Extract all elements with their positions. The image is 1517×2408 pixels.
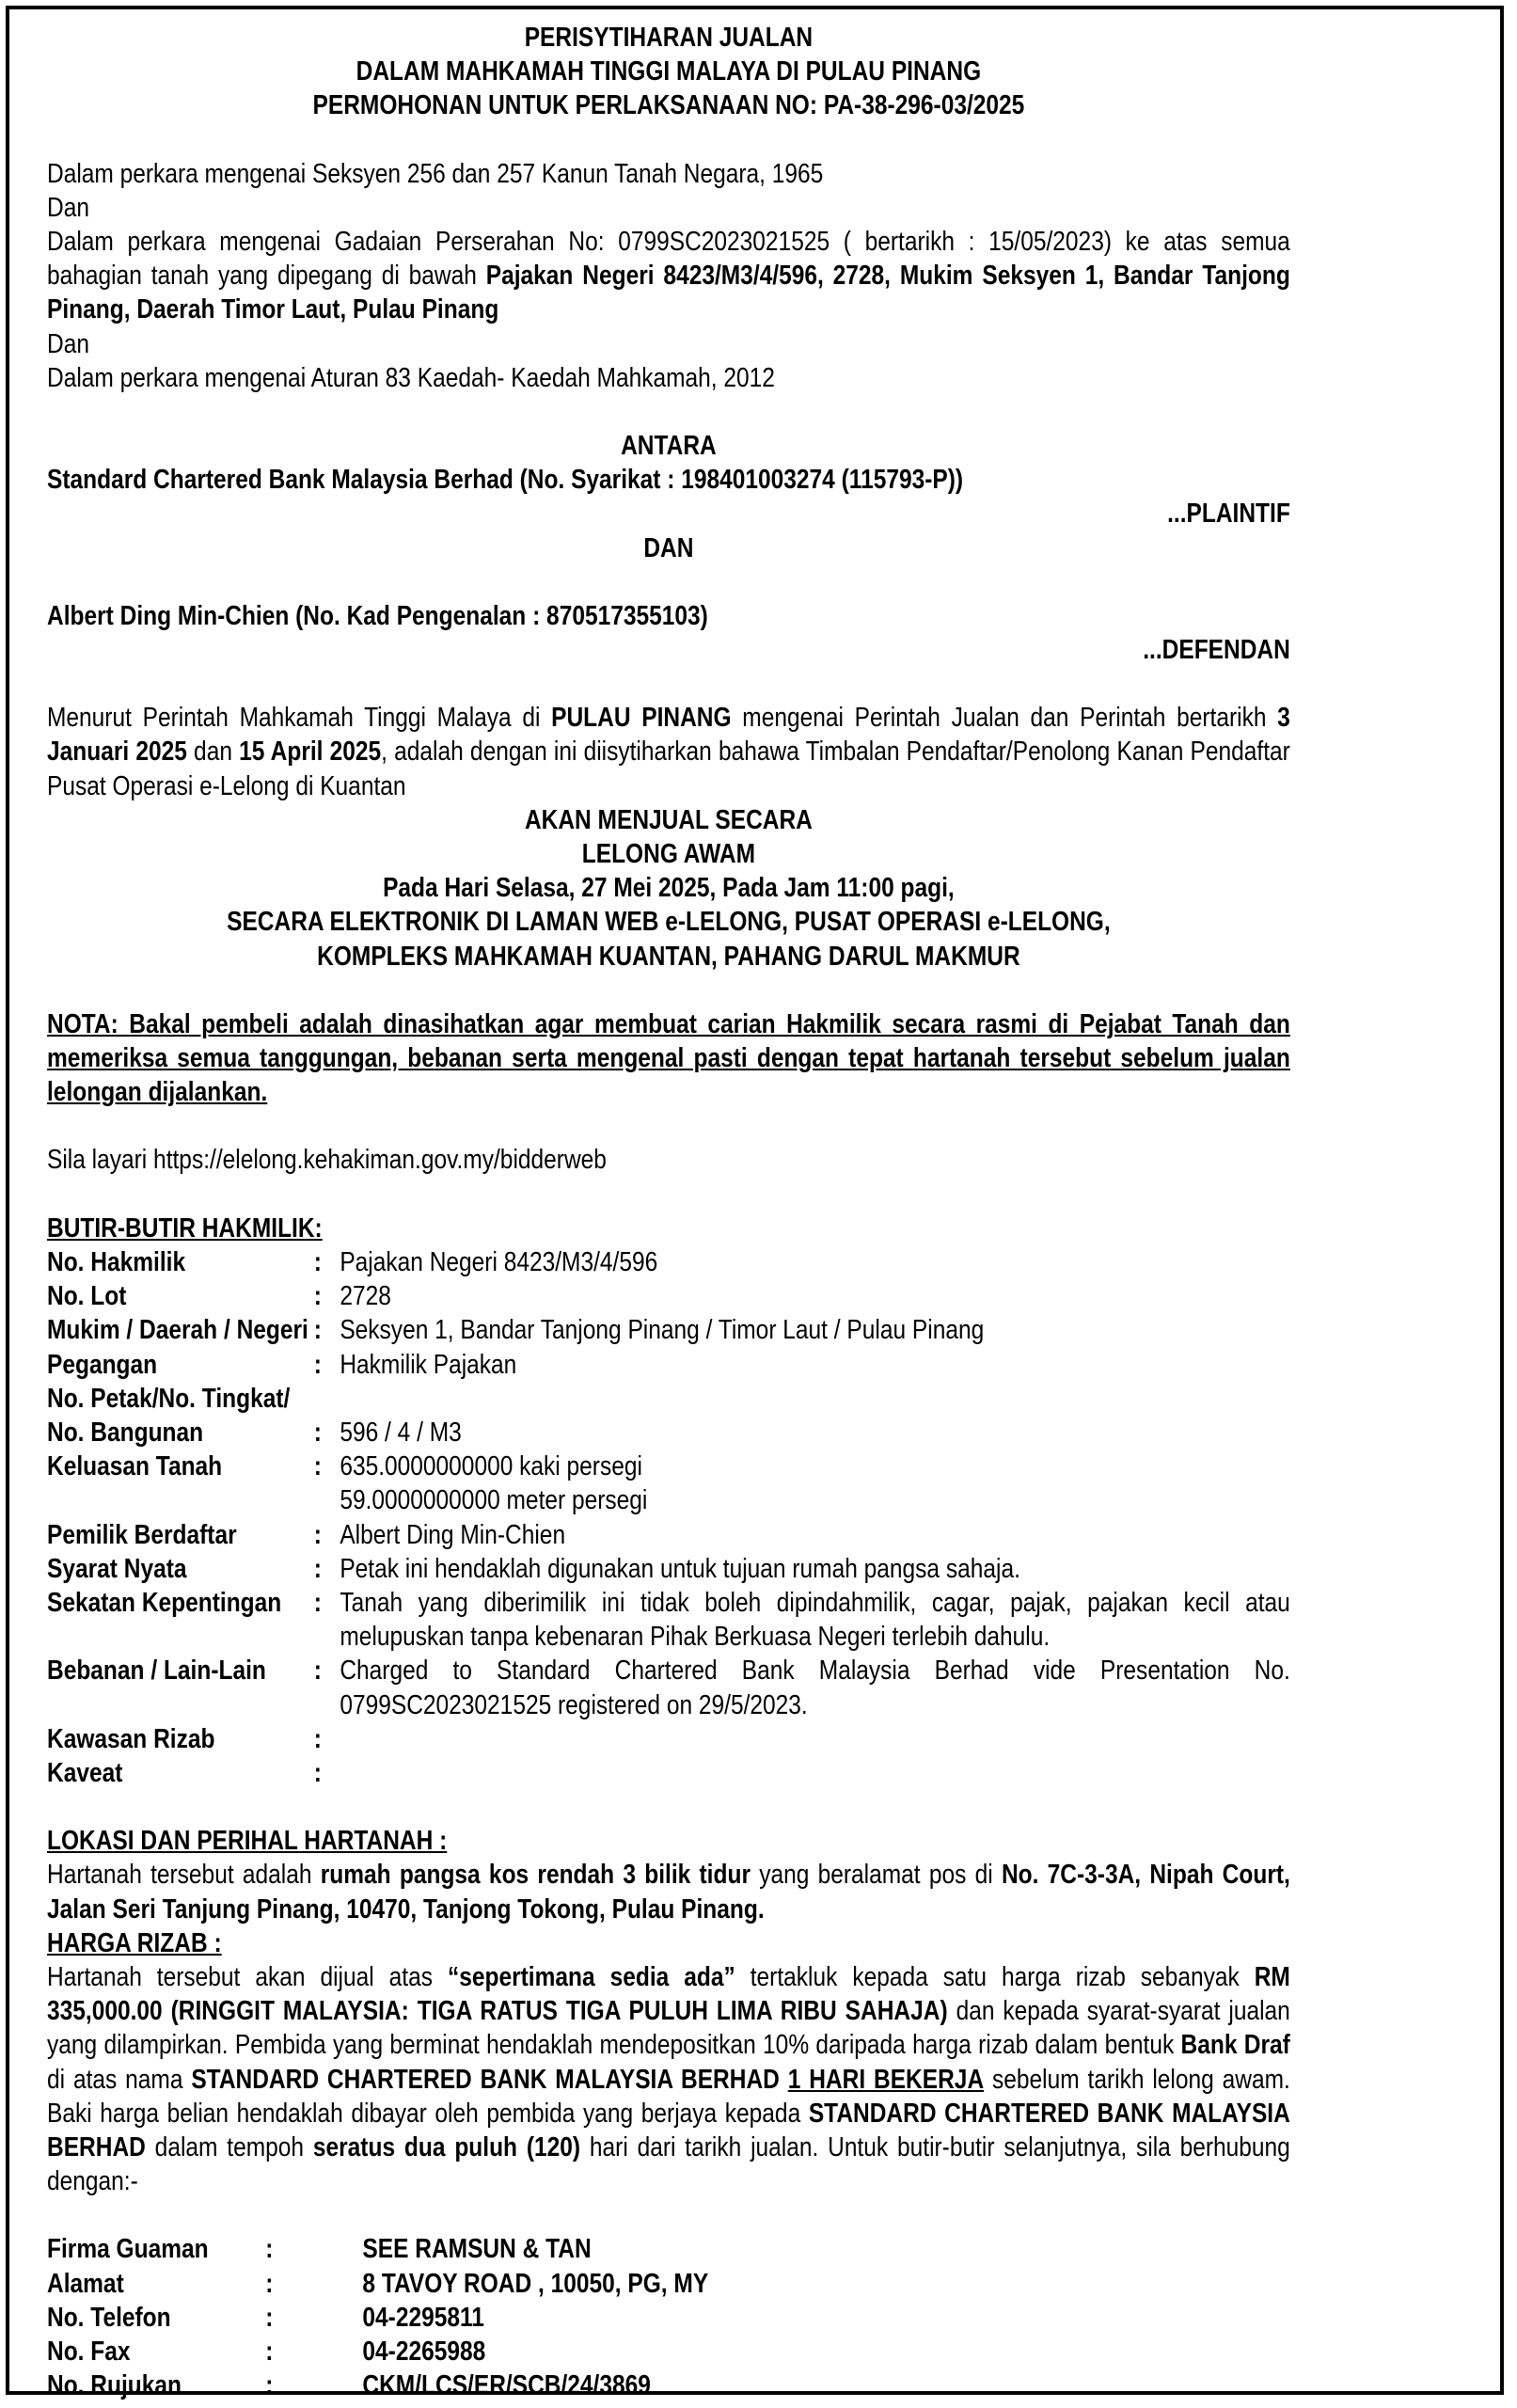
title-details-heading: BUTIR-BUTIR HAKMILIK:: [47, 1212, 323, 1244]
reserve-text-3: dan kepada syarat-syarat jualan yang dilampirkan. Pembida yang berminat hendaklah mendepositkan 10% daripada harga rizab dalam bentuk: [47, 1996, 1290, 2061]
title-detail-label: Keluasan Tanah: [47, 1451, 223, 1482]
notice-page: [6, 6, 1504, 2401]
order-state: PULAU PINANG: [551, 703, 732, 734]
title-detail-colon: :: [313, 1656, 322, 1687]
title-detail-row: [47, 1416, 1290, 1450]
firm-detail-row: [47, 2267, 708, 2301]
title-detail-value: 596 / 4 / M3: [340, 1417, 462, 1448]
reserve-days: seratus dua puluh (120): [312, 2131, 581, 2162]
reserve-text-6: sebelum tarikh lelong awam. Baki harga belian hendaklah dibayar oleh pembida yang berjaya kepada: [47, 2064, 1290, 2129]
firm-detail-value: SEE RAMSUN & TAN: [362, 2234, 592, 2265]
property-address: No. 7C-3-3A, Nipah Court, Jalan Seri Tanjung Pinang, 10470, Tanjong Tokong, Pulau Pinang.: [47, 1860, 1290, 1925]
title-detail-colon: :: [313, 1451, 322, 1482]
title-detail-label: Kawasan Rizab: [47, 1723, 215, 1754]
title-detail-value: Charged to Standard Chartered Bank Malaysia Berhad vide Presentation No. 0799SC2023021525 registered on 29/5/2023.: [340, 1656, 1290, 1720]
nota-paragraph: NOTA: Bakal pembeli adalah dinasihatkan agar membuat carian Hakmilik secara rasmi di Pejabat Tanah dan memeriksa semua tanggungan, bebanan serta mengenal pasti dengan tepat hartanah tersebut sebelum jualan lelongan dijalankan.: [47, 1008, 1290, 1108]
title-detail-row: [47, 1483, 1290, 1517]
title-detail-value: [340, 1382, 1290, 1416]
matter-2-bold: Pajakan Negeri 8423/M3/4/596, 2728, Mukim Seksyen 1, Bandar Tanjong Pinang, Daerah Timor Laut, Pulau Pinang: [47, 261, 1290, 325]
dan-label: DAN: [643, 532, 694, 563]
reserve-bank-name-2: STANDARD CHARTERED BANK MALAYSIA BERHAD: [47, 2098, 1290, 2162]
reserve-text-5: [780, 2065, 788, 2095]
firm-detail-value: CKM/LCS/ER/SCB/24/3869: [362, 2370, 651, 2401]
title-detail-label: Syarat Nyata: [47, 1553, 187, 1584]
title-detail-value: [340, 1756, 1290, 1790]
firm-detail-label: No. Telefon: [47, 2302, 171, 2333]
title-detail-row: [47, 1382, 1290, 1416]
title-detail-value: Albert Ding Min-Chien: [340, 1519, 566, 1550]
header-court: DALAM MAHKAMAH TINGGI MALAYA DI PULAU PINANG: [356, 56, 982, 87]
title-detail-row: [47, 1552, 1290, 1586]
order-date-2: 15 April 2025: [239, 737, 382, 768]
title-detail-colon: :: [313, 1246, 322, 1277]
location-text-1: Hartanah tersebut adalah: [47, 1860, 321, 1891]
title-detail-row: [47, 1313, 1290, 1347]
title-detail-colon: :: [313, 1315, 322, 1346]
plaintiff-label: ...PLAINTIF: [1167, 499, 1290, 530]
matter-dan-1: Dan: [47, 192, 89, 223]
order-text-1: Menurut Perintah Mahkamah Tinggi Malaya di: [47, 703, 552, 734]
auction-line-2: LELONG AWAM: [581, 839, 756, 870]
auction-venue-2: KOMPLEKS MAHKAMAH KUANTAN, PAHANG DARUL MAKMUR: [317, 941, 1020, 972]
title-detail-colon: [314, 1483, 340, 1517]
title-detail-row: [47, 1586, 1290, 1654]
title-detail-value: Pajakan Negeri 8423/M3/4/596: [340, 1246, 658, 1277]
title-detail-value: 2728: [340, 1281, 391, 1312]
firm-detail-colon: :: [265, 2336, 274, 2367]
auction-date: Pada Hari Selasa, 27 Mei 2025, Pada Jam 11:00 pagi,: [383, 873, 955, 904]
order-date-1: 3 Januari 2025: [47, 703, 1290, 768]
title-detail-row: [47, 1450, 1290, 1483]
title-detail-row: [47, 1722, 1290, 1756]
title-detail-colon: [314, 1382, 340, 1416]
matter-2: [47, 225, 1290, 327]
title-detail-label: Mukim / Daerah / Negeri: [47, 1315, 308, 1346]
matter-3: Dalam perkara mengenai Aturan 83 Kaedah- Kaedah Mahkamah, 2012: [47, 362, 775, 393]
title-detail-value: 59.0000000000 meter persegi: [340, 1485, 648, 1516]
title-detail-row: [47, 1756, 1290, 1790]
title-detail-label: No. Petak/No. Tingkat/: [47, 1383, 291, 1414]
firm-table: [47, 2232, 708, 2402]
antara-label: ANTARA: [621, 431, 717, 462]
title-detail-colon: :: [313, 1723, 322, 1754]
title-detail-row: [47, 1245, 1290, 1279]
reserve-as-is: “sepertimana sedia ada”: [447, 1961, 735, 1992]
order-text-3: dan: [186, 737, 240, 768]
title-detail-row: [47, 1279, 1290, 1313]
auction-line-1: AKAN MENJUAL SECARA: [524, 804, 813, 835]
firm-detail-colon: :: [265, 2268, 274, 2299]
matter-1: Dalam perkara mengenai Seksyen 256 dan 257 Kanun Tanah Negara, 1965: [47, 158, 824, 189]
title-detail-row: [47, 1654, 1290, 1721]
reserve-text-4: di atas nama: [47, 2064, 192, 2095]
header-case-no: PERMOHONAN UNTUK PERLAKSANAAN NO: PA-38-296-03/2025: [312, 90, 1025, 121]
reserve-paragraph: [47, 1960, 1290, 2198]
location-paragraph: [47, 1858, 1290, 1925]
title-detail-label: Pegangan: [47, 1349, 158, 1380]
firm-detail-label: Alamat: [47, 2268, 124, 2299]
title-detail-value: 635.0000000000 kaki persegi: [340, 1451, 642, 1482]
order-text-4: , adalah dengan ini diisytiharkan bahawa Timbalan Pendaftar/Penolong Kanan Pendaftar Pusat Operasi e-Lelong di Kuantan: [47, 737, 1290, 801]
title-detail-value: [340, 1722, 1290, 1756]
plaintiff-name: Standard Chartered Bank Malaysia Berhad (No. Syarikat : 198401003274 (115793-P)): [47, 465, 964, 496]
title-detail-label: No. Bangunan: [47, 1417, 204, 1448]
title-detail-colon: :: [313, 1349, 322, 1380]
matter-2-text: Dalam perkara mengenai Gadaian Perserahan No: 0799SC2023021525 ( bertarikh : 15/05/2023) ke atas semua bahagian tanah yang dipegang di bawah: [47, 227, 1290, 292]
order-text-2: mengenai Perintah Jualan dan Perintah bertarikh: [731, 703, 1278, 734]
firm-detail-row: [47, 2301, 708, 2335]
reserve-text-7: dalam tempoh: [145, 2131, 313, 2162]
firm-detail-label: No. Rujukan: [47, 2370, 182, 2401]
title-detail-colon: :: [313, 1553, 322, 1584]
title-detail-row: [47, 1518, 1290, 1552]
reserve-text-8: hari dari tarikh jualan. Untuk butir-butir selanjutnya, sila berhubung dengan:-: [47, 2131, 1290, 2197]
title-details-table: [47, 1245, 1290, 1790]
title-detail-value: Tanah yang diberimilik ini tidak boleh dipindahmilik, cagar, pajak, pajakan kecil atau melupuskan tanpa kebenaran Pihak Berkuasa Negeri terlebih dahulu.: [340, 1587, 1290, 1653]
website-line: Sila layari https://elelong.kehakiman.gov.my/bidderweb: [47, 1145, 607, 1176]
notice-content: [47, 21, 1290, 2402]
location-heading: LOKASI DAN PERIHAL HARTANAH :: [47, 1826, 448, 1857]
reserve-text-1: Hartanah tersebut akan dijual atas: [47, 1961, 448, 1992]
firm-detail-label: Firma Guaman: [47, 2234, 209, 2265]
reserve-working-day: 1 HARI BEKERJA: [787, 2064, 985, 2095]
title-detail-colon: :: [313, 1519, 322, 1550]
firm-detail-value: 04-2265988: [362, 2336, 486, 2367]
title-detail-label: Sekatan Kepentingan: [47, 1587, 282, 1618]
title-detail-label: No. Hakmilik: [47, 1246, 186, 1277]
firm-detail-label: No. Fax: [47, 2336, 131, 2367]
reserve-heading: HARGA RIZAB :: [47, 1927, 222, 1958]
title-detail-value: Hakmilik Pajakan: [340, 1349, 517, 1380]
title-detail-colon: :: [313, 1281, 322, 1312]
firm-detail-colon: :: [265, 2302, 274, 2333]
reserve-bank-name-1: STANDARD CHARTERED BANK MALAYSIA BERHAD: [191, 2064, 780, 2095]
firm-detail-value: 04-2295811: [362, 2302, 484, 2333]
defendant-name: Albert Ding Min-Chien (No. Kad Pengenalan : 870517355103): [47, 600, 708, 631]
firm-detail-colon: :: [265, 2234, 274, 2265]
title-detail-label: Kaveat: [47, 1757, 123, 1788]
reserve-text-2: tertakluk kepada satu harga rizab sebanyak: [735, 1961, 1255, 1992]
title-detail-value: Petak ini hendaklah digunakan untuk tujuan rumah pangsa sahaja.: [340, 1553, 1020, 1584]
firm-detail-colon: :: [265, 2370, 274, 2401]
reserve-bank-draft: Bank Draf: [1180, 2030, 1290, 2061]
title-detail-label: No. Lot: [47, 1281, 127, 1312]
header-title: PERISYTIHARAN JUALAN: [524, 23, 814, 53]
title-detail-colon: :: [313, 1587, 322, 1618]
auction-venue-1: SECARA ELEKTRONIK DI LAMAN WEB e-LELONG, PUSAT OPERASI e-LELONG,: [227, 907, 1111, 938]
property-type: rumah pangsa kos rendah 3 bilik tidur: [320, 1860, 751, 1891]
firm-detail-value: 8 TAVOY ROAD , 10050, PG, MY: [362, 2268, 709, 2299]
title-detail-row: [47, 1348, 1290, 1382]
title-detail-colon: :: [313, 1757, 322, 1788]
location-text-2: yang beralamat pos di: [750, 1860, 1002, 1891]
firm-detail-row: [47, 2335, 708, 2368]
firm-detail-row: [47, 2232, 708, 2266]
defendant-label: ...DEFENDAN: [1143, 635, 1290, 666]
title-detail-label: Pemilik Berdaftar: [47, 1519, 237, 1550]
order-paragraph: [47, 701, 1290, 803]
title-detail-label: [47, 1483, 314, 1517]
reserve-price: RM 335,000.00 (RINGGIT MALAYSIA: TIGA RATUS TIGA PULUH LIMA RIBU SAHAJA): [47, 1961, 1290, 2027]
title-detail-label: Bebanan / Lain-Lain: [47, 1656, 266, 1687]
firm-detail-row: [47, 2368, 708, 2402]
title-detail-colon: :: [313, 1417, 322, 1448]
title-detail-value: Seksyen 1, Bandar Tanjong Pinang / Timor Laut / Pulau Pinang: [340, 1315, 985, 1346]
matter-dan-2: Dan: [47, 328, 89, 359]
